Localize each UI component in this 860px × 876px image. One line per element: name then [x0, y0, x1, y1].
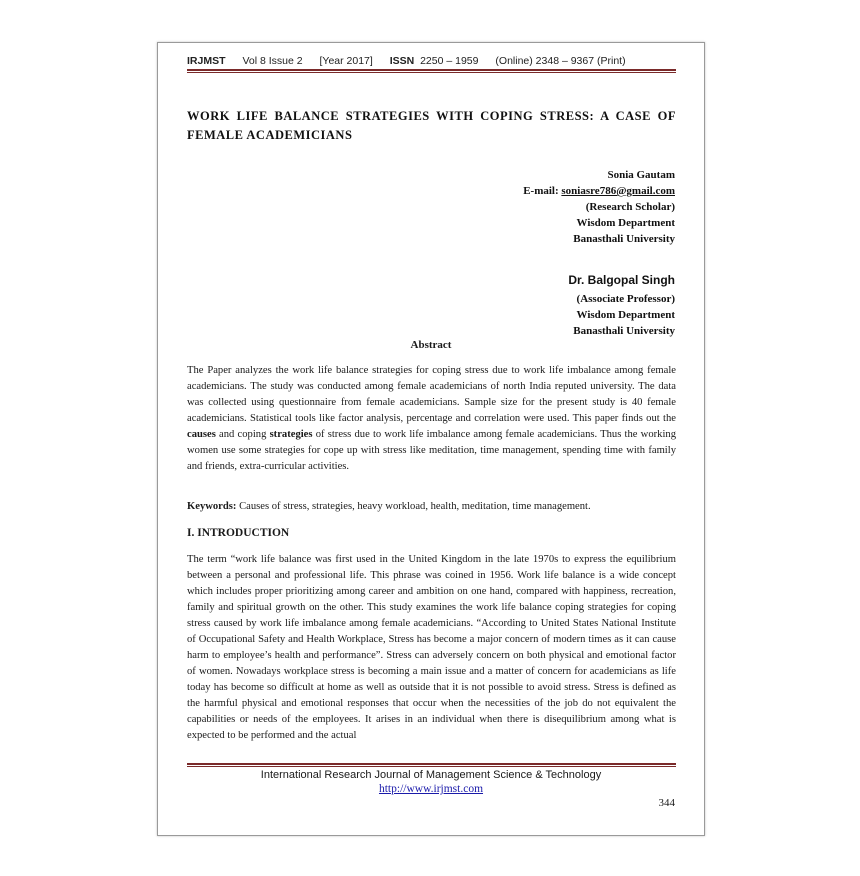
journal-url-link[interactable]: http://www.irjmst.com — [378, 783, 484, 795]
keywords-label: Keywords: — [187, 501, 237, 512]
author-2-name: Dr. Balgopal Singh — [568, 273, 675, 287]
abstract-text-c: of stress due to work life imbalance among female academicians. Thus the working women use some strategies for cope up with stress like meditation, time management, spending time with family and friends, extra-curricular activities. — [187, 429, 676, 472]
issn-print: 2250 – 1959 — [420, 55, 479, 67]
introduction-heading: I. INTRODUCTION — [187, 527, 290, 539]
introduction-text: The term “work life balance was first used in the United Kingdom in the late 1970s to express the equilibrium between a personal and professional life. This phrase was coined in 1956. Work life balance is a wide concept which includes proper prioritizing among career and ambition on one hand, compared with happiness, recreation, family and spiritual growth on the other. This study examines the work life balance coping strategies for coping stress caused by work life imbalance among female academicians. “According to United States National Institute of Occupational Safety and Health Workplace, Stress has become a major concern of modern times as it can cause harm to employee’s health and performance”. Stress can adversely concern on both physical and emotional factor of women. Nowadays workplace stress is becoming a main issue and a matter of concern for academicians as life today has become so difficult at home as well as outside that it is not possible to avoid stress. Stress is defined as the harmful physical and emotional responses that occur when the necessities of the job do not equivalent the capabilities or needs of the employees. It arises in an individual when there is disequilibrium among what is expected to be performed and the actual — [187, 554, 676, 741]
journal-footer — [158, 768, 704, 796]
author-2-university: Banasthali University — [573, 325, 675, 337]
paper-title: WORK LIFE BALANCE STRATEGIES WITH COPING STRESS: A CASE OF FEMALE ACADEMICIANS — [187, 109, 676, 142]
keywords-text: Causes of stress, strategies, heavy workload, health, meditation, time management. — [236, 501, 591, 512]
author-1-email-line — [523, 183, 675, 199]
author-1-name: Sonia Gautam — [607, 169, 675, 181]
author-1-university: Banasthali University — [573, 233, 675, 245]
author-2-role: (Associate Professor) — [576, 293, 675, 305]
keywords — [187, 499, 676, 515]
volume-issue: Vol 8 Issue 2 — [242, 55, 303, 67]
issn-label: ISSN — [389, 55, 415, 67]
abstract-text-a: The Paper analyzes the work life balance strategies for coping stress due to work life imbalance among female academicians. The study was conducted among female academicians of north India reputed university. The data was collected using questionnaire from female academicians. Sample size for the present study is 40 female academicians. Statistical tools like factor analysis, percentage and correlation were used. This paper finds out the — [187, 365, 676, 424]
issn-online: (Online) 2348 – 9367 (Print) — [495, 55, 626, 67]
journal-header — [187, 55, 676, 67]
journal-abbrev: IRJMST — [187, 55, 226, 67]
email-label: E-mail: — [523, 185, 559, 197]
abstract-bold-causes: causes — [187, 429, 216, 440]
header-rule-thin — [187, 72, 676, 73]
footer-journal-name: International Research Journal of Management Science & Technology — [260, 769, 602, 781]
author-1-block — [523, 167, 675, 247]
author-1-email-link[interactable]: soniasre786@gmail.com — [561, 185, 675, 197]
abstract-heading: Abstract — [410, 339, 452, 351]
abstract-text — [187, 363, 676, 475]
author-1-role: (Research Scholar) — [585, 201, 675, 213]
author-2-block — [568, 271, 675, 339]
abstract-bold-strategies: strategies — [269, 429, 313, 440]
author-2-department: Wisdom Department — [576, 309, 675, 321]
footer-rule — [187, 763, 676, 765]
author-1-department: Wisdom Department — [576, 217, 675, 229]
header-rule — [187, 69, 676, 71]
page-number: 344 — [658, 797, 675, 809]
year: [Year 2017] — [319, 55, 373, 67]
document-page — [157, 42, 705, 836]
abstract-text-b: and coping — [215, 429, 270, 440]
footer-rule-thin — [187, 766, 676, 767]
